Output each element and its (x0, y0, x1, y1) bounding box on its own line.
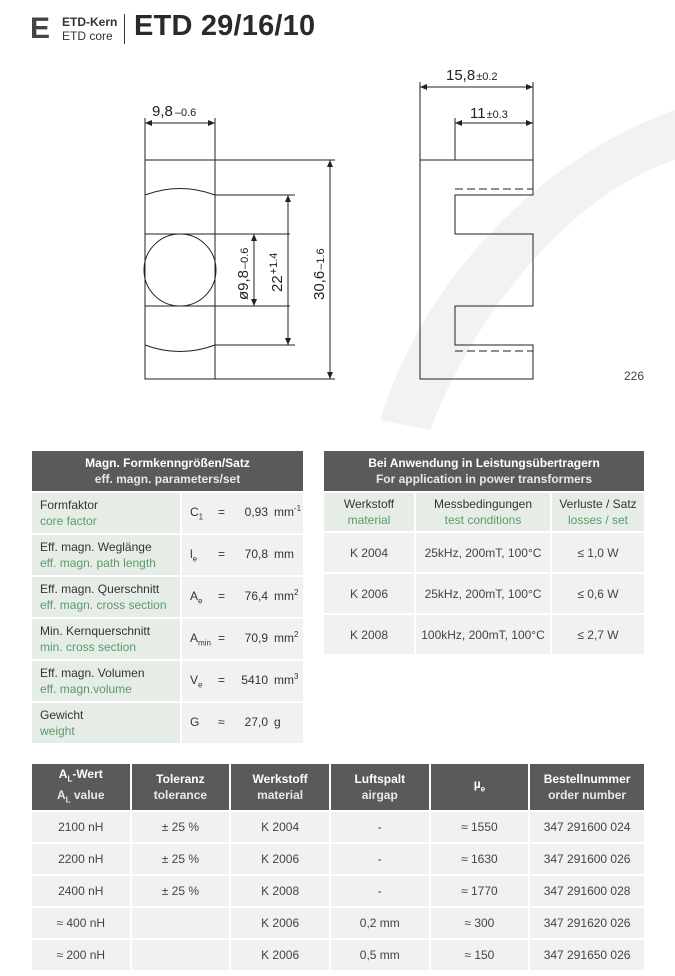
order-cell: 0,2 mm (331, 908, 429, 938)
dim-overall: 15,8 (446, 67, 476, 84)
param-value: 5410 (241, 673, 268, 688)
param-value-cell (182, 661, 303, 701)
order-table (30, 762, 646, 972)
param-symbol: $A_e$ (190, 589, 203, 606)
param-operator: = (218, 673, 226, 688)
param-unit: $mm^3$ (274, 672, 299, 688)
product-title: ETD 29/16/10 (134, 10, 316, 42)
order-cell (132, 940, 230, 970)
param-operator: = (218, 589, 226, 604)
param-symbol: $C_1$ (190, 505, 204, 522)
order-cell: K 2006 (231, 940, 329, 970)
order-number-cell: 347 291600 028 (530, 876, 644, 906)
param-label (32, 535, 180, 575)
side-view-top-arc (145, 189, 215, 196)
order-col-header: $A_L$-Wert $A_L$ value (32, 764, 130, 810)
svg-text:11±0.3 (470, 105, 508, 122)
params-row (32, 619, 303, 659)
svg-text:ø9,8–0.6 (235, 248, 252, 300)
order-cell: ≈ 400 nH (32, 908, 130, 938)
param-label-de: Eff. magn. Volumen (40, 666, 145, 680)
order-cell: ± 25 % (132, 812, 230, 842)
power-cell: 25kHz, 200mT, 100°C (416, 574, 550, 613)
side-view-bottom-arc (145, 345, 215, 352)
param-label (32, 577, 180, 617)
power-cell: 25kHz, 200mT, 100°C (416, 533, 550, 572)
param-value: 0,93 (244, 505, 268, 520)
dim-window: 22 (269, 275, 286, 292)
param-value-cell (182, 619, 303, 659)
order-cell: - (331, 812, 429, 842)
order-col-header: Toleranz tolerance (132, 764, 230, 810)
order-col-header: µ$_e$ (431, 764, 529, 810)
order-number-cell: 347 291600 026 (530, 844, 644, 874)
order-row (32, 940, 644, 970)
dim-height: 30,6 (311, 270, 328, 300)
order-cell: ≈ 1550 (431, 812, 529, 842)
param-label-en: eff. magn.volume (40, 682, 132, 696)
order-cell: ≈ 150 (431, 940, 529, 970)
param-label (32, 703, 180, 743)
dim-overall-tol: ±0.2 (476, 71, 498, 83)
power-col-header: Verluste / Satz losses / set (552, 493, 644, 531)
order-cell: ≈ 300 (431, 908, 529, 938)
order-cell: K 2004 (231, 812, 329, 842)
dim-round: ø9,8 (235, 269, 252, 300)
param-unit: mm (274, 547, 294, 562)
param-label (32, 493, 180, 533)
technical-drawing (0, 0, 675, 440)
dim-window-tol: +1.4 (268, 252, 280, 275)
param-symbol: $A_{min}$ (190, 631, 211, 648)
power-row (324, 533, 644, 572)
param-label (32, 619, 180, 659)
order-cell: - (331, 844, 429, 874)
param-unit: g (274, 715, 281, 730)
param-label-de: Min. Kernquerschnitt (40, 624, 151, 638)
param-unit: $mm^2$ (274, 630, 299, 646)
order-cell: ± 25 % (132, 844, 230, 874)
param-label (32, 661, 180, 701)
e-core-profile (420, 160, 533, 379)
param-label-en: eff. magn. cross section (40, 598, 167, 612)
params-row (32, 703, 303, 743)
order-cell: ≈ 1770 (431, 876, 529, 906)
param-label-de: Gewicht (40, 708, 84, 722)
order-cell: 2400 nH (32, 876, 130, 906)
params-table (30, 449, 305, 745)
param-symbol: $V_e$ (190, 673, 203, 690)
power-col-header: Messbedingungen test conditions (416, 493, 550, 531)
param-label-en: min. cross section (40, 640, 137, 654)
param-value-cell (182, 703, 303, 743)
dim-width: 9,8 (152, 103, 173, 120)
param-value-cell (182, 577, 303, 617)
params-row (32, 577, 303, 617)
side-view-outline (145, 160, 215, 379)
param-label-de: Eff. magn. Querschnitt (40, 582, 160, 596)
svg-text:22+1.4 (268, 253, 286, 292)
order-cell: 2200 nH (32, 844, 130, 874)
param-symbol: $l_e$ (190, 547, 198, 564)
power-cell: ≤ 1,0 W (552, 533, 644, 572)
param-label-de: Formfaktor (40, 498, 99, 512)
dim-height-tol: –1.6 (315, 248, 327, 270)
order-number-cell: 347 291620 026 (530, 908, 644, 938)
power-table-header: Bei Anwendung in Leistungsübertragern For application in power transformers (324, 451, 644, 491)
order-cell: - (331, 876, 429, 906)
svg-text:9,8–0.6 (152, 103, 196, 120)
order-cell: ≈ 1630 (431, 844, 529, 874)
dim-width-tol: –0.6 (174, 107, 197, 119)
param-operator: = (218, 631, 226, 646)
order-cell: K 2006 (231, 844, 329, 874)
power-cell: ≤ 0,6 W (552, 574, 644, 613)
power-table (322, 449, 646, 656)
order-number-cell: 347 291650 026 (530, 940, 644, 970)
param-value: 27,0 (244, 715, 268, 730)
power-row (324, 574, 644, 613)
param-symbol: G (190, 715, 200, 730)
param-label-de: Eff. magn. Weglänge (40, 540, 152, 554)
power-col-header: Werkstoff material (324, 493, 414, 531)
order-cell: 0,5 mm (331, 940, 429, 970)
param-label-en: weight (40, 724, 75, 738)
order-cell: ± 25 % (132, 876, 230, 906)
dim-round-tol: –0.6 (239, 247, 251, 269)
params-table-header: Magn. Formkenngrößen/Satz eff. magn. parameters/set (32, 451, 303, 491)
order-cell: K 2006 (231, 908, 329, 938)
order-col-header: Werkstoff material (231, 764, 329, 810)
power-row (324, 615, 644, 654)
order-row (32, 876, 644, 906)
power-cell: K 2004 (324, 533, 414, 572)
title-de: ETD-Kern (62, 15, 118, 29)
param-value: 76,4 (244, 589, 268, 604)
order-number-cell: 347 291600 024 (530, 812, 644, 842)
order-cell (132, 908, 230, 938)
param-value-cell (182, 535, 303, 575)
param-unit: $mm^{-1}$ (274, 504, 302, 520)
order-cell: ≈ 200 nH (32, 940, 130, 970)
page-number: 226 (624, 369, 645, 383)
order-row (32, 812, 644, 842)
power-cell: K 2006 (324, 574, 414, 613)
power-cell: 100kHz, 200mT, 100°C (416, 615, 550, 654)
order-cell: K 2008 (231, 876, 329, 906)
params-row (32, 661, 303, 701)
power-cell: ≤ 2,7 W (552, 615, 644, 654)
param-operator: ≈ (218, 715, 225, 730)
order-row (32, 844, 644, 874)
order-col-header: Bestellnummer order number (530, 764, 644, 810)
param-operator: = (218, 505, 226, 520)
params-row (32, 493, 303, 533)
param-label-en: eff. magn. path length (40, 556, 156, 570)
order-col-header: Luftspalt airgap (331, 764, 429, 810)
svg-text:15,8±0.2 (446, 67, 498, 84)
dim-inner: 11 (470, 105, 486, 122)
param-operator: = (218, 547, 226, 562)
order-row (32, 908, 644, 938)
svg-text:30,6–1.6 (311, 248, 328, 300)
order-cell: 2100 nH (32, 812, 130, 842)
param-value-cell (182, 493, 303, 533)
power-cell: K 2008 (324, 615, 414, 654)
param-unit: $mm^2$ (274, 588, 299, 604)
round-center-leg (144, 234, 216, 306)
title-en: ETD core (62, 29, 113, 43)
dim-inner-tol: ±0.3 (486, 109, 508, 121)
param-value: 70,9 (244, 631, 268, 646)
params-row (32, 535, 303, 575)
param-label-en: core factor (40, 514, 97, 528)
section-letter: E (30, 12, 51, 45)
param-value: 70,8 (244, 547, 268, 562)
